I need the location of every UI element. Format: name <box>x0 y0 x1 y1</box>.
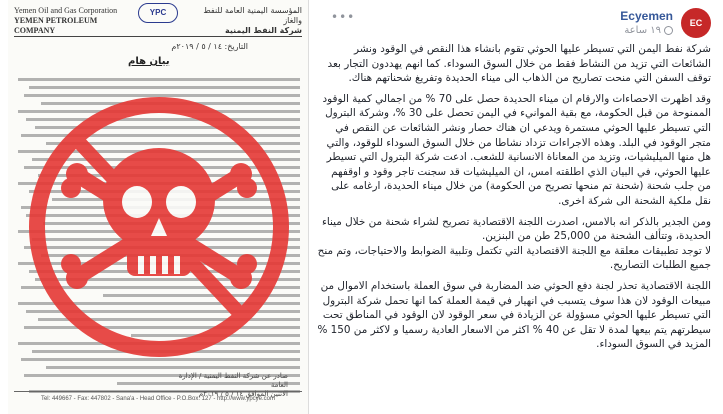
document-footer: Tel: 449667 - Fax: 447802 - Sana'a - Head Office - P.O.Box: 127 - http://www.ypcye.com <box>14 391 302 406</box>
post-paragraph-2: وقد اظهرت الاحصاءات والارقام ان ميناء الحديدة حصل على 70 % من اجمالي كمية الوقود الممنوحة من قبل الحكومة، مع بقية الموانيء في اليمن تحصل على 30 %، وشركة البترول التي تسيطر عليها الحوثي مستمرة ويدعي ان هناك حصار ونشر الشائعات عن النقص في متجر الوقود في البلد. وهذه الاجراءات تزداد نشاطا من خلال السوق السوداء للوقود، والتي هل منها الميليشيات، وتزيد من المعاناة الانسانية للشعب. ادعت شركة البترول التي تسيطر عليها الحوثي، في البيان الذي اطلقته امس، ان الميليشيات قد سجنت تاجر وقود و اوقفهم من جلب شحنة (شحنة تم منحها تصريح من الحكومة) من خلال ميناء الحديدة، ارغامه على نقل ملكية الشحنة الى شركة اخرى. <box>322 92 711 207</box>
letterhead-arabic <box>184 6 302 36</box>
document-text-line <box>29 86 300 89</box>
more-options-icon[interactable]: ••• <box>331 10 356 24</box>
page-name-link[interactable]: Ecyemen <box>620 9 673 23</box>
post-paragraph-5: اللجنة الاقتصادية تحذر لجنة دفع الحوثي ضد المضاربة في سوق العملة باستخدام الاموال من مبيعات الوقود لان هذا سوف يتسبب في انهيار في قيمة العملة كما انها تحمل شركة البترول التي تسيطر عليها الحوثي مسؤولة عن الزيادة في سعر الوقود لان الوقود في المناطق تحت سيطرتهم يتم بيعها لمدة لا تقل عن 40 % اكثر من الاسعار العادية رسميا و لاكثر من 150 % المزيد في السوق السوداء. <box>317 279 711 351</box>
post-paragraph-3: ومن الجدير بالذكر انه بالامس، اصدرت اللجنة الاقتصادية تصريح لشراء شحنة من خلال ميناء الحديدة، وتتألف الشحنة من 25,000 طن من البنزين. <box>321 215 711 243</box>
skull-warning-stamp-icon <box>22 90 296 364</box>
page-avatar[interactable]: EC <box>681 8 711 38</box>
letterhead-divider <box>14 36 302 37</box>
letterhead-en-line-1: Yemen Oil and Gas Corporation <box>14 6 118 15</box>
document-text-line <box>18 78 300 81</box>
post-header <box>331 8 711 40</box>
post-timestamp[interactable] <box>624 25 673 36</box>
letterhead-en-line-2: YEMEN PETROLEUM COMPANY <box>14 16 98 35</box>
post-time-text: ١٩ ساعة <box>624 25 661 36</box>
globe-icon <box>664 26 673 35</box>
letterhead-ar-line-1: المؤسسة اليمنية العامة للنفط والغاز <box>203 6 302 25</box>
document-text-line <box>46 366 300 369</box>
signature-line-2: الاثنين الموافق ١٤ / ٥ / ٢٠١٩م <box>198 390 288 398</box>
signature-line-1: صادر عن شركة النفط اليمنية / الإدارة العامة <box>178 372 288 389</box>
post-body <box>317 42 711 358</box>
document-date: التاريخ: ١٤ / ٥ / ٢٠١٩م <box>171 42 248 51</box>
company-logo: YPC <box>138 3 178 23</box>
letterhead-english <box>14 6 132 36</box>
post-paragraph-1: شركة نفط اليمن التي تسيطر عليها الحوثي تقوم بانشاء هذا النقص في الوقود ونشر الشائعات التي تزيد من النشاط فقط من خلال السوق السوداء. كما انهم يهددون التجار بعد توقف السفن التي منحت تصاريح من الذهاب الى ميناء الحديدة وتفريغ شحناتهم هناك. <box>327 43 711 85</box>
statement-document-image[interactable] <box>8 0 309 414</box>
letterhead <box>8 0 308 34</box>
document-title: بيان هام <box>128 56 170 67</box>
post-paragraph-4: لا توجد تطبيقات معلقة مع اللجنة الاقتصادية التي تكتمل وتلبية الضوابط والاحتياجات، وتم منح جميع الطلبات التصاريح. <box>317 244 711 272</box>
letterhead-ar-line-2: شركة النفط اليمنية <box>224 26 302 35</box>
